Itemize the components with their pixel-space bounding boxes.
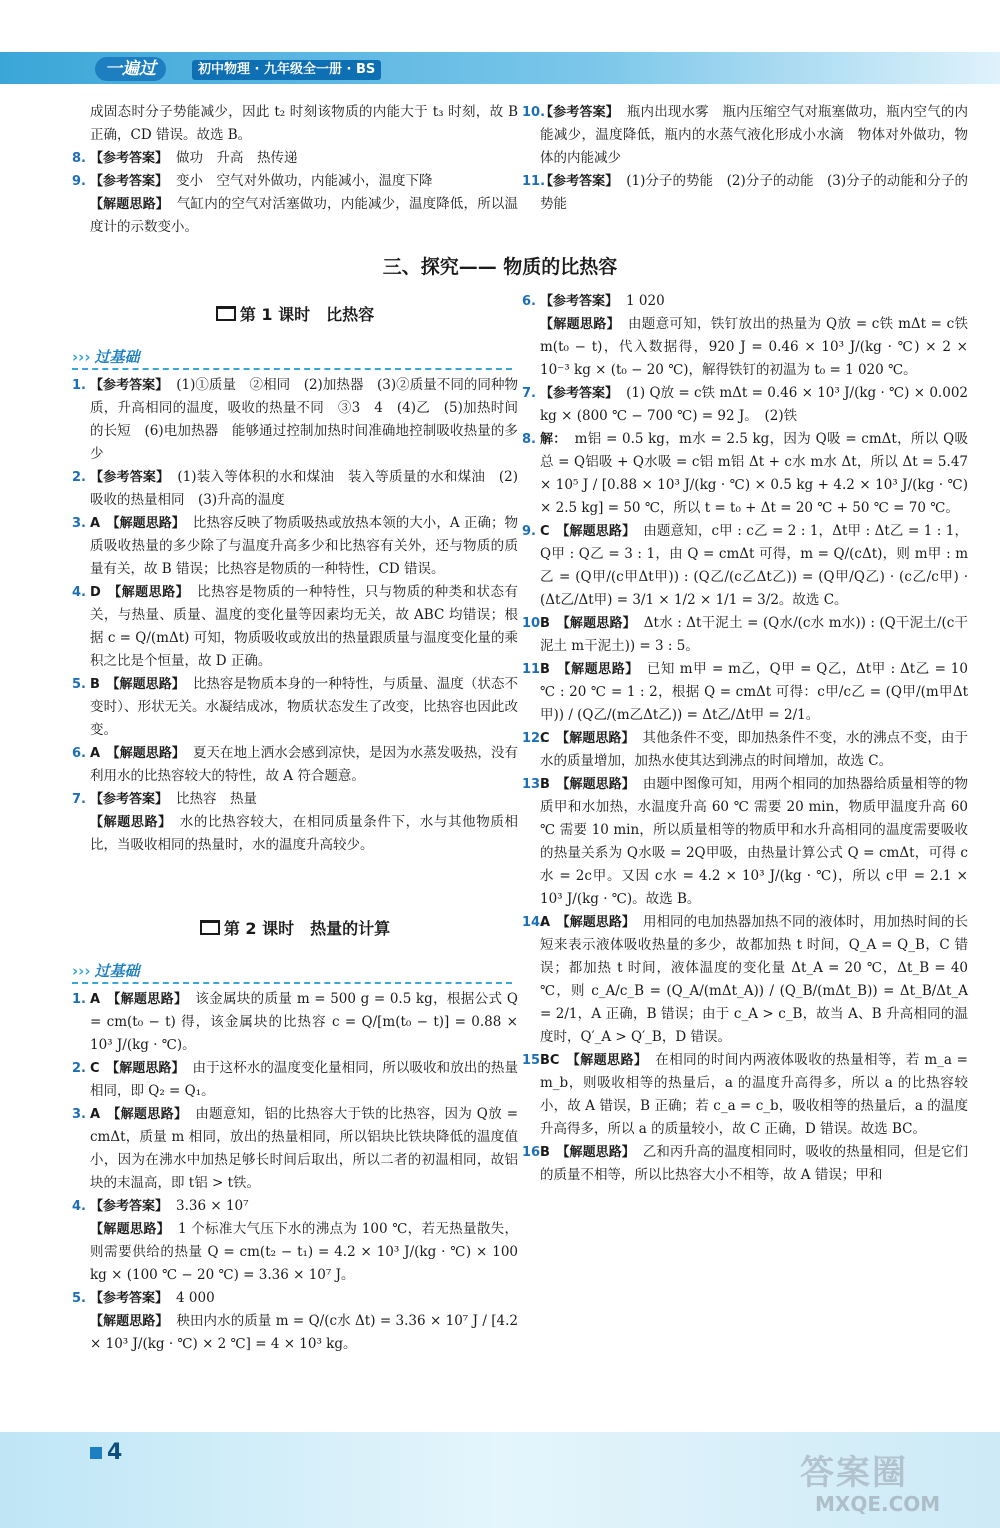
- item-number: [72, 101, 90, 147]
- item-number: 5.: [72, 1291, 86, 1306]
- item-body: [90, 1057, 518, 1103]
- answer-tag: 【参考答案】: [90, 151, 169, 166]
- book-tag: 初中物理 · 九年级全一册 · BS: [192, 60, 381, 80]
- answer-tag: 解：: [540, 432, 567, 447]
- item-number: 3.: [72, 1107, 86, 1122]
- watermark-url: MXQE.COM: [815, 1492, 941, 1516]
- answer-tag: 【参考答案】: [90, 1291, 169, 1306]
- answer-text: 夏天在地上洒水会感到凉快，是因为水蒸发吸热，没有利用水的比热容较大的特性，故 A 符合题意。: [90, 745, 519, 784]
- answer-text: 瓶内出现水雾 瓶内压缩空气对瓶塞做功，瓶内空气的内能减少，温度降低，瓶内的水蒸气液化形成小水滴 物体对外做功，物体的内能减少: [540, 104, 968, 166]
- answer-tag: BC 【解题思路】: [540, 1053, 648, 1068]
- item-body: [540, 428, 968, 520]
- answer-tag: 【解题思路】: [540, 317, 620, 332]
- answer-tag: 【参考答案】: [90, 792, 169, 807]
- answer-item: [522, 313, 968, 382]
- answer-tag: 【参考答案】: [90, 1199, 169, 1214]
- answer-item: [72, 170, 518, 193]
- answer-text: 比热容是物质本身的一种特性，与质量、温度（状态不变时）、形状无关。水凝结成冰，物质状态发生了改变，比热容也因此改变。: [90, 676, 518, 738]
- answer-text: (1) Q放 = c铁 mΔt = 0.46 × 10³ J/(kg · ℃) × 0.002 kg × (800 ℃ − 700 ℃) = 92 J。 (2)铁: [540, 385, 968, 424]
- answer-item: [522, 101, 968, 170]
- pass-label: 过基础: [94, 962, 140, 980]
- answer-tag: 【解题思路】: [90, 815, 172, 830]
- answer-text: (1)①质量 ②相同 (2)加热器 (3)②质量不同的同种物质，升高相同的温度，吸收的热量不同 ③3 4 (4)乙 (5)加热时间的长短 (6)电加热器 能够通过控制加热时间准确地控制吸收热量的多少: [90, 377, 518, 462]
- top-left-block: [72, 101, 518, 239]
- item-body: [540, 520, 968, 612]
- item-body: [540, 727, 968, 773]
- item-number: 2.: [72, 1061, 86, 1076]
- answer-item: [72, 788, 518, 811]
- answer-text: 该金属块的质量 m = 500 g = 0.5 kg，根据公式 Q = cm(t₀ − t) 得，该金属块的比热容 c = Q/[m(t₀ − t)] = 0.88 × 10³ J/(kg · ℃)。: [90, 991, 518, 1053]
- answer-tag: A 【解题思路】: [90, 1107, 188, 1122]
- item-body: [540, 773, 968, 911]
- brand-logo: 一遍过: [95, 57, 166, 81]
- answer-item: [72, 1103, 518, 1195]
- answer-item: [522, 1141, 968, 1187]
- answer-text: 1 020: [626, 293, 665, 309]
- answer-item: [72, 1287, 518, 1310]
- pass-label: 过基础: [94, 348, 140, 366]
- answer-tag: A 【解题思路】: [540, 915, 635, 930]
- answer-text: 比热容是物质的一种特性，只与物质的种类和状态有关，与热量、质量、温度的变化量等因素均无关，故 ABC 均错误；根据 c = Q/(mΔt) 可知，物质吸收或放出的热量跟质量与温度变化量的乘积之比是个恒量，故 D 正确。: [90, 584, 519, 669]
- answer-tag: D 【解题思路】: [90, 585, 190, 600]
- item-body: [90, 1310, 518, 1356]
- item-number: 14.: [522, 915, 546, 930]
- answer-text: 成固态时分子势能减少，因此 t₂ 时刻该物质的内能大于 t₃ 时刻，故 B 正确，CD 错误。故选 B。: [90, 104, 518, 143]
- answer-item: [72, 742, 518, 788]
- answer-item: [522, 170, 968, 216]
- answer-text: 3.36 × 10⁷: [176, 1198, 249, 1214]
- answer-item: [72, 1310, 518, 1356]
- item-body: [90, 170, 518, 193]
- lesson-2-title: [72, 916, 518, 939]
- answer-tag: 【参考答案】: [540, 386, 619, 401]
- answer-tag: B 【解题思路】: [540, 662, 639, 677]
- item-number: 5.: [72, 677, 86, 692]
- item-body: [90, 1195, 518, 1218]
- answer-text: (1)装入等体积的水和煤油 装入等质量的水和煤油 (2)吸收的热量相同 (3)升高的温度: [90, 469, 518, 508]
- item-number: 1.: [72, 992, 86, 1007]
- item-number: 9.: [522, 524, 536, 539]
- item-number: [72, 1310, 90, 1356]
- answer-text: 用相同的电加热器加热不同的液体时，用加热时间的长短来表示液体吸收热量的多少，故都加热 t 时间，Q_A = Q_B，C 错误；都加热 t 时间，液体温度的变化量 Δt_A = 20 ℃，Δt_B = 40 ℃，则 c_A/c_B = (Q_A/(mΔt_A)) / (Q_B/(mΔt_B)) = Δt_B/Δt_A = 2/1，A 正确，B 错误；由于 c_A > c_B，故当 A、B 升高相同的温度时，Q′_A > Q′_B，D 错误。: [540, 914, 969, 1045]
- answer-item: [72, 193, 518, 239]
- answer-text: 其他条件不变，即加热条件不变，水的沸点不变，由于水的质量增加，加热水使其达到沸点的时间增加，故选 C。: [540, 730, 968, 769]
- answer-tag: 【解题思路】: [90, 1314, 169, 1329]
- answer-text: 由题意可知，铁钉放出的热量为 Q放 = c铁 mΔt = c铁 m(t₀ − t)，代入数据得，920 J = 0.46 × 10³ J/(kg · ℃) × 2 × 10⁻³ kg × (t₀ − 20 ℃)，解得铁钉的初温为 t₀ = 1 020 ℃。: [540, 316, 968, 378]
- answer-tag: 【解题思路】: [90, 197, 169, 212]
- item-body: [90, 742, 518, 788]
- item-body: [90, 101, 518, 147]
- answer-tag: A 【解题思路】: [90, 516, 185, 531]
- right-answers: [522, 290, 968, 1187]
- lesson-2-answers: [72, 988, 518, 1356]
- item-body: [90, 1103, 518, 1195]
- book-icon: [200, 920, 220, 935]
- item-number: 11.: [522, 174, 546, 189]
- answer-item: [522, 290, 968, 313]
- answer-item: [72, 147, 518, 170]
- answer-text: 乙和丙升高的温度相同时，吸收的热量相同，但是它们的质量不相等，所以比热容大小不相等，故 A 错误；甲和: [540, 1144, 968, 1183]
- answer-text: 变小 空气对外做功，内能减小，温度下降: [176, 173, 433, 189]
- answer-item: [72, 512, 518, 581]
- item-body: [90, 581, 518, 673]
- answer-text: 水的比热容较大，在相同质量条件下，水与其他物质相比，当吸收相同的热量时，水的温度升高较少。: [90, 814, 518, 853]
- answer-item: [522, 382, 968, 428]
- answer-item: [72, 988, 518, 1057]
- item-body: [540, 911, 968, 1049]
- answer-item: [522, 520, 968, 612]
- item-body: [540, 313, 968, 382]
- item-number: 7.: [72, 792, 86, 807]
- item-body: [540, 1049, 968, 1141]
- item-number: 4.: [72, 585, 86, 600]
- item-body: [540, 290, 968, 313]
- answer-item: [522, 727, 968, 773]
- item-number: [522, 313, 540, 382]
- lesson-1-answers: [72, 374, 518, 857]
- answer-tag: A 【解题思路】: [90, 746, 185, 761]
- answer-item: [72, 374, 518, 466]
- answer-tag: C 【解题思路】: [90, 1061, 185, 1076]
- answer-item: [72, 811, 518, 857]
- answer-item: [72, 1195, 518, 1218]
- answer-tag: 【参考答案】: [90, 378, 169, 393]
- item-number: 10.: [522, 105, 546, 120]
- item-body: [90, 1287, 518, 1310]
- item-number: 3.: [72, 516, 86, 531]
- answer-text: 由题意知，铝的比热容大于铁的比热容，因为 Q放 = cmΔt，质量 m 相同，放出的热量相同，所以铝块比铁块降低的温度值小，因为在沸水中加热足够长时间后取出，所以二者的初温相同，故铝块的末温高，即 t铝 > t铁。: [90, 1106, 519, 1191]
- answer-text: (1)分子的势能 (2)分子的动能 (3)分子的动能和分子的势能: [540, 173, 968, 212]
- lesson-1-title: [72, 302, 518, 325]
- answer-tag: A 【解题思路】: [90, 992, 188, 1007]
- answer-text: 比热容反映了物质吸热或放热本领的大小，A 正确；物质吸收热量的多少除了与温度升高多少和比热容有关外，还与物质的质量有关，故 B 错误；比热容是物质的一种特性，CD 错误。: [90, 515, 518, 577]
- answer-item: [522, 612, 968, 658]
- item-number: [72, 811, 90, 857]
- item-number: 12.: [522, 731, 546, 746]
- answer-item: [72, 1218, 518, 1287]
- answer-tag: B 【解题思路】: [540, 616, 636, 631]
- item-body: [90, 512, 518, 581]
- item-number: 6.: [72, 746, 86, 761]
- item-body: [540, 612, 968, 658]
- answer-tag: B 【解题思路】: [90, 677, 185, 692]
- item-number: 8.: [72, 151, 86, 166]
- answer-text: 由题中图像可知，用两个相同的加热器给质量相等的物质甲和水加热，水温度升高 60 ℃ 需要 20 min，物质甲温度升高 60 ℃ 需要 10 min，所以质量相等的物质甲和水升高相同的温度需要吸收的热量关系为 Q水吸 = 2Q甲吸，由热量计算公式 Q = cmΔt，可得 c水 = 2c甲。又因 c水 = 4.2 × 10³ J/(kg · ℃)，所以 c甲 = 2.1 × 10³ J/(kg · ℃)。故选 B。: [540, 776, 968, 907]
- answer-tag: B 【解题思路】: [540, 777, 635, 792]
- item-body: [90, 673, 518, 742]
- answer-item: [72, 581, 518, 673]
- answer-item: [522, 658, 968, 727]
- answer-text: 做功 升高 热传递: [176, 150, 298, 166]
- answer-tag: C 【解题思路】: [540, 731, 635, 746]
- item-body: [90, 193, 518, 239]
- answer-text: 由于这杯水的温度变化量相同，所以吸收和放出的热量相同，即 Q₂ = Q₁。: [90, 1060, 518, 1099]
- answer-tag: 【参考答案】: [540, 294, 619, 309]
- item-number: 6.: [522, 294, 536, 309]
- item-number: 4.: [72, 1199, 86, 1214]
- answer-item: [72, 466, 518, 512]
- item-number: 2.: [72, 470, 86, 485]
- answer-tag: 【参考答案】: [90, 470, 170, 485]
- answer-text: 4 000: [176, 1290, 215, 1306]
- item-number: 11.: [522, 662, 546, 677]
- answer-text: 已知 m甲 = m乙，Q甲 = Q乙，Δt甲 : Δt乙 = 10 ℃ : 20 ℃ = 1 : 2，根据 Q = cmΔt 可得：c甲/c乙 = (Q甲/(m甲Δt甲)) / (Q乙/(m乙Δt乙)) = Δt乙/Δt甲 = 2/1。: [540, 661, 968, 723]
- pass-basics-banner-1: [72, 346, 512, 370]
- item-body: [90, 374, 518, 466]
- page-marker-icon: [90, 1447, 102, 1459]
- answer-item: [522, 911, 968, 1049]
- item-number: 13.: [522, 777, 546, 792]
- item-number: [72, 193, 90, 239]
- answer-text: 1 个标准大气压下水的沸点为 100 ℃，若无热量散失，则需要供给的热量 Q = cm(t₂ − t₁) = 4.2 × 10³ J/(kg · ℃) × 100 kg × (100 ℃ − 20 ℃) = 3.36 × 10⁷ J。: [90, 1221, 518, 1283]
- answer-text: 由题意知，c甲 : c乙 = 2 : 1，Δt甲 : Δt乙 = 1 : 1，Q甲 : Q乙 = 3 : 1，由 Q = cmΔt 可得，m = Q/(cΔt)，则 m甲 : m乙 = (Q甲/(c甲Δt甲)) : (Q乙/(c乙Δt乙)) = (Q甲/Q乙) · (c乙/c甲) · (Δt乙/Δt甲) = 3/1 × 1/2 × 1/1 = 3/2。故选 C。: [540, 523, 969, 608]
- item-body: [540, 170, 968, 216]
- item-number: 1.: [72, 378, 86, 393]
- answer-text: m铝 = 0.5 kg，m水 = 2.5 kg，因为 Q吸 = cmΔt，所以 Q吸总 = Q铝吸 + Q水吸 = c铝 m铝 Δt + c水 m水 Δt，所以 Δt = 5.47 × 10⁵ J / [0.88 × 10³ J/(kg · ℃) × 0.5 kg + 4.2 × 10³ J/(kg · ℃) × 2.5 kg] = 50 ℃，所以 t = t₀ + Δt = 20 ℃ + 50 ℃ = 70 ℃。: [540, 431, 968, 516]
- lesson-1-label: 第 1 课时 比热容: [239, 305, 375, 324]
- answer-item: [522, 428, 968, 520]
- item-body: [90, 988, 518, 1057]
- answer-text: 比热容 热量: [176, 791, 258, 807]
- page-number: 4: [107, 1440, 123, 1465]
- lesson-2-label: 第 2 课时 热量的计算: [223, 919, 391, 938]
- answer-item: [522, 1049, 968, 1141]
- answer-item: [72, 1057, 518, 1103]
- item-body: [90, 788, 518, 811]
- item-number: 9.: [72, 174, 86, 189]
- top-right-block: [522, 101, 968, 216]
- answer-tag: 【参考答案】: [90, 174, 169, 189]
- answer-text: 秧田内水的质量 m = Q/(c水 Δt) = 3.36 × 10⁷ J / [4.2 × 10³ J/(kg · ℃) × 2 ℃] = 4 × 10³ kg。: [90, 1313, 518, 1352]
- item-number: 16.: [522, 1145, 546, 1160]
- answer-item: [72, 101, 518, 147]
- item-body: [540, 382, 968, 428]
- item-number: [72, 1218, 90, 1287]
- answer-tag: 【解题思路】: [90, 1222, 170, 1237]
- answer-tag: 【参考答案】: [540, 174, 619, 189]
- book-icon: [216, 306, 236, 321]
- item-body: [90, 147, 518, 170]
- item-body: [540, 658, 968, 727]
- answer-text: Δt水 : Δt干泥土 = (Q水/(c水 m水)) : (Q干泥土/(c干泥土 m干泥土)) = 3 : 5。: [540, 615, 968, 654]
- answer-item: [72, 673, 518, 742]
- item-body: [90, 1218, 518, 1287]
- section-title: 三、探究—— 物质的比热容: [382, 256, 618, 278]
- chevron-icon: ›››: [72, 962, 91, 980]
- item-number: 7.: [522, 386, 536, 401]
- answer-tag: B 【解题思路】: [540, 1145, 635, 1160]
- answer-text: 在相同的时间内两液体吸收的热量相等，若 m_a = m_b，则吸收相等的热量后，a 的温度升高得多，所以 a 的比热容较小，故 A 错误，B 正确；若 c_a = c_b，吸收相等的热量后，a 的温度升高得多，所以 a 的质量较小，故 C 正确，D 错误。故选 BC。: [540, 1052, 968, 1137]
- item-number: 8.: [522, 432, 536, 447]
- answer-tag: 【参考答案】: [540, 105, 619, 120]
- pass-basics-banner-2: [72, 960, 512, 984]
- watermark-logo: 答案圈: [800, 1453, 908, 1493]
- item-body: [90, 811, 518, 857]
- answer-item: [522, 773, 968, 911]
- item-body: [540, 1141, 968, 1187]
- item-number: 15.: [522, 1053, 546, 1068]
- chevron-icon: ›››: [72, 348, 91, 366]
- item-number: 10.: [522, 616, 546, 631]
- item-body: [90, 466, 518, 512]
- answer-tag: C 【解题思路】: [540, 524, 636, 539]
- answer-text: 气缸内的空气对活塞做功，内能减少，温度降低，所以温度计的示数变小。: [90, 196, 518, 235]
- item-body: [540, 101, 968, 170]
